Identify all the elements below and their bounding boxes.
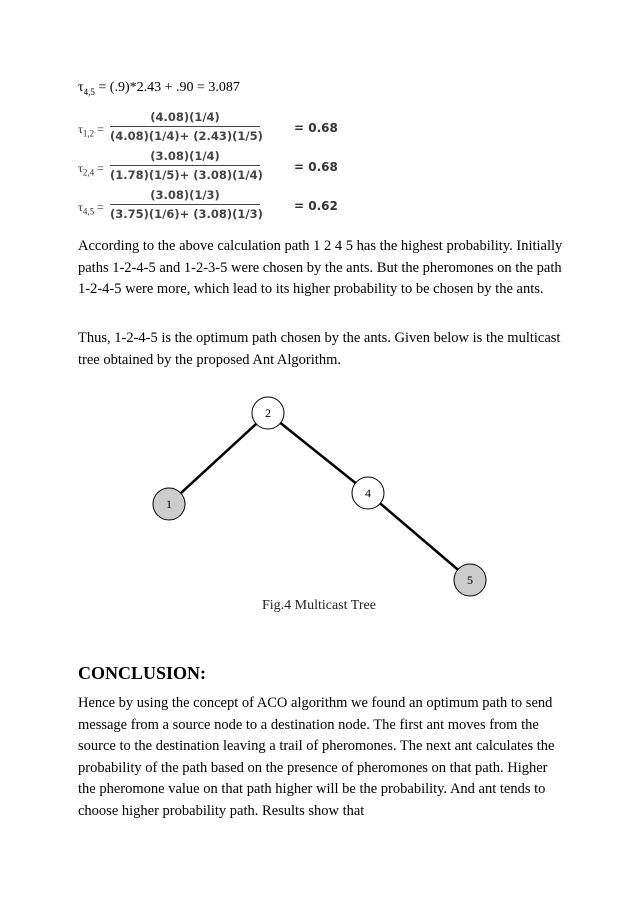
edge-2-4 [280,423,355,483]
node-1 [153,488,185,520]
formula-label: $\tau_{1,2}$ = [78,122,104,139]
eq-symbol: τ [78,80,84,95]
edge-4-5 [380,503,458,569]
paragraph-optimum-path: Thus, 1-2-4-5 is the optimum path chosen by the ants. Given below is the multicast tree obtained by the proposed Ant Algorithm. [78,330,561,368]
section-heading-conclusion: CONCLUSION: [78,663,207,683]
node-5 [454,564,486,596]
node-label: 2 [265,406,271,420]
formula-label: $\tau_{2,4}$ = [78,161,104,178]
paragraph-path-probability: According to the above calculation path 1 2 4 5 has the highest probability. Initially paths 1-2-4-5 and 1-2-3-5 were chosen by the ants. But the pheromones on the path 1-2-4-5 were more, which lead to its higher probability to be chosen by the ants. [78,238,563,297]
numerator: (3.08)(1/4) [150,149,220,163]
denominator: (3.75)(1/6)+ (3.08)(1/3) [110,207,263,221]
node-label: 4 [365,486,371,500]
node-label: 5 [467,573,473,587]
node-2 [252,397,284,429]
paragraph-conclusion: Hence by using the concept of ACO algorithm we found an optimum path to send message from a source node to a destination node. The first ant moves from the source to the destination leaving a trail of pheromones. The next ant calculates the probability of the path based on the presence of pheromones on that path. Higher the pheromone value on that path higher will be the probability. And ant tends to choose higher probability path. Results show that [78,695,555,819]
formula-label: $\tau_{4,5}$ = [78,200,104,217]
denominator: (1.78)(1/5)+ (3.08)(1/4) [110,168,263,182]
result: = 0.68 [294,160,338,174]
result: = 0.62 [294,199,338,213]
eq-expression: = (.9)*2.43 + .90 = 3.087 [94,80,240,95]
result: = 0.68 [294,121,338,135]
denominator: (4.08)(1/4)+ (2.43)(1/5) [110,129,263,143]
edge-2-1 [181,424,256,493]
figure-caption: Fig.4 Multicast Tree [262,598,376,613]
node-label: 1 [166,497,172,511]
numerator: (4.08)(1/4) [150,110,220,124]
numerator: (3.08)(1/3) [150,188,220,202]
eq-subscript: 4,5 [83,86,95,97]
node-4 [352,477,384,509]
